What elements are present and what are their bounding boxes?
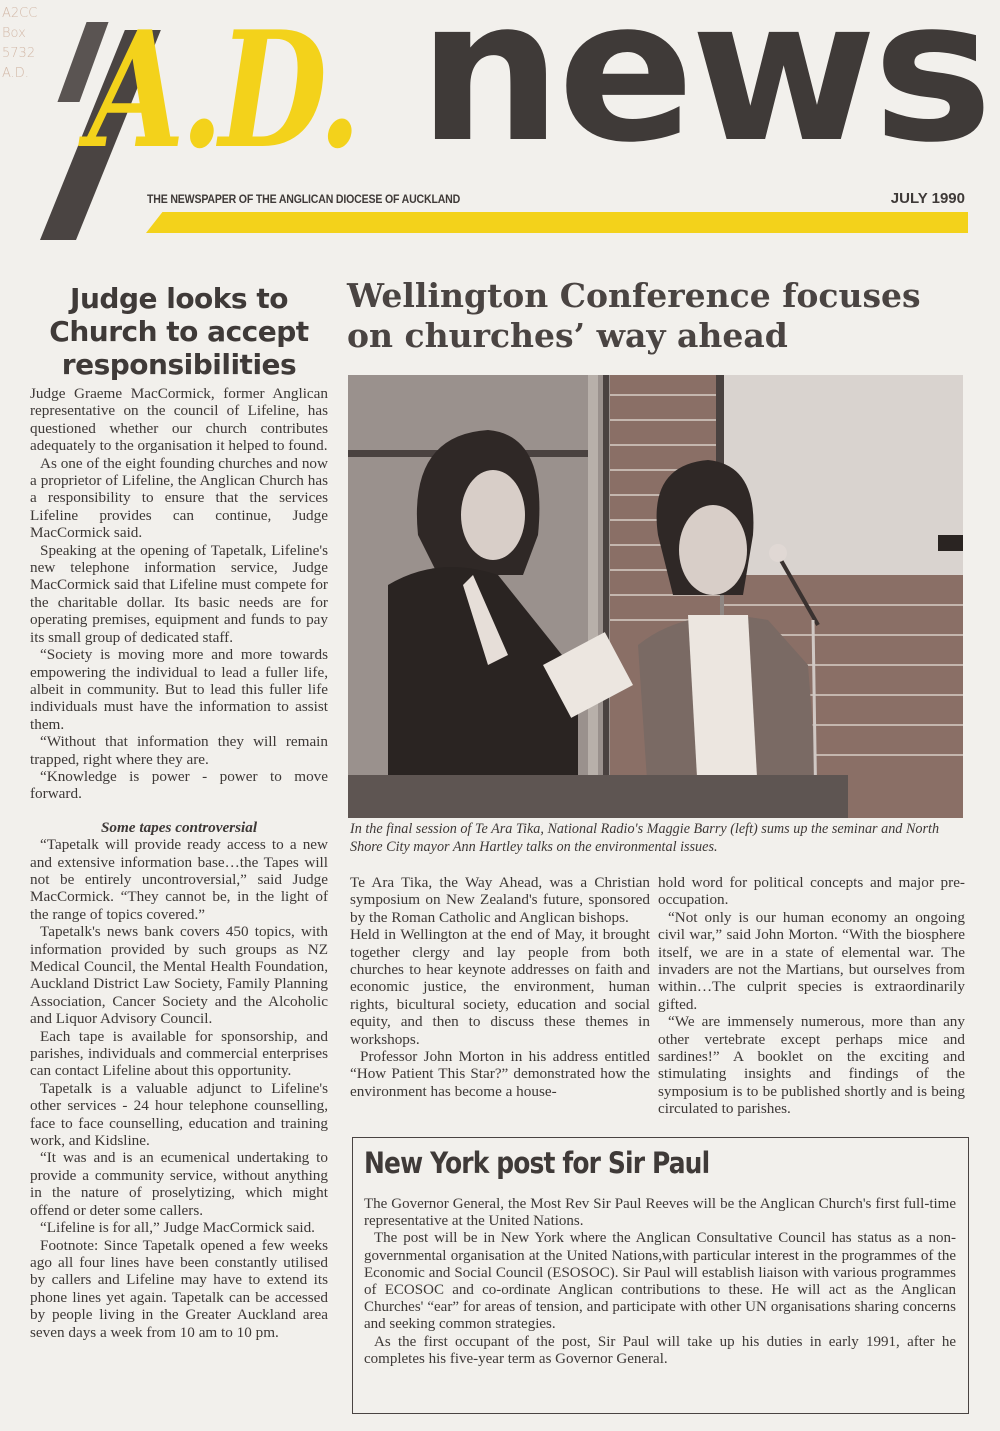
- paragraph: Each tape is available for sponsorship, and parishes, individuals and commercial enterprises can contact Lifeline about this opportunity.: [30, 1027, 328, 1080]
- paragraph: “Not only is our human economy an ongoing civil war,” said John Morton. “With the biosphere itself, we are in a state of elemental war. The invaders are not the Martians, but ourselves from within…The culprit species is extraordinarily gifted.: [658, 908, 965, 1013]
- paragraph: Te Ara Tika, the Way Ahead, was a Christian symposium on New Zealand's future, sponsored by the Roman Catholic and Anglican bishops.: [350, 874, 650, 926]
- paragraph: Tapetalk's news bank covers 450 topics, with information provided by such groups as NZ Medical Council, the Mental Health Foundation, Auckland District Law Society, Family Planning Association, Cancer Society and the Alcoholic and Liquor Advisory Council.: [30, 923, 328, 1028]
- paragraph: Speaking at the opening of Tapetalk, Lifeline's new telephone information service, Judge MacCormick said that Lifeline must compete for the charitable dollar. Its basic needs are for operating premises, equipment and funds to pay its small group of dedicated staff.: [30, 541, 328, 646]
- masthead: [0, 0, 1000, 245]
- main-headline: Wellington Conference focuses on churches’ way ahead: [347, 276, 921, 355]
- paragraph: hold word for political concepts and major pre-occupation.: [658, 874, 965, 909]
- boxed-article-headline: New York post for Sir Paul: [364, 1146, 710, 1180]
- article-headline: Judge looks to Church to accept responsibilities: [49, 282, 309, 381]
- paragraph: “Without that information they will remain trapped, right where they are.: [30, 733, 328, 768]
- boxed-article-body: [364, 1196, 956, 1368]
- boxed-article-sir-paul: [352, 1137, 969, 1414]
- masthead-rule: [146, 212, 968, 233]
- archive-mark: Box: [2, 26, 26, 41]
- photo-caption: In the final session of Te Ara Tika, National Radio's Maggie Barry (left) sums up the seminar and North Shore City mayor Ann Hartley talks on the environmental issues.: [350, 821, 940, 855]
- paragraph: “We are immensely numerous, more than any other vertebrate except perhaps mice and sardines!” A booklet on the exciting and stimulating insights and findings of the symposium is to be published shortly and is being circulated to parishes.: [658, 1013, 965, 1118]
- article-body: [30, 385, 328, 1341]
- archive-mark: A.D.: [2, 66, 29, 81]
- paragraph: As the first occupant of the post, Sir Paul will take up his duties in early 1991, after he completes his five-year term as Governor General.: [364, 1333, 956, 1367]
- article-judge-lifeline: [30, 282, 328, 1341]
- paragraph: Professor John Morton in his address entitled “How Patient This Star?” demonstrated how the environment has become a house-: [350, 1048, 650, 1100]
- issue-date: JULY 1990: [890, 190, 965, 207]
- paragraph: As one of the eight founding churches and now a proprietor of Lifeline, the Anglican Church has a responsibility to ensure that the services Lifeline provides can continue, Judge MacCormick said.: [30, 454, 328, 542]
- article-subhead: Some tapes controversial: [100, 818, 258, 836]
- tagline: THE NEWSPAPER OF THE ANGLICAN DIOCESE OF AUCKLAND: [147, 192, 461, 206]
- paragraph: The Governor General, the Most Rev Sir Paul Reeves will be the Anglican Church's first full-time representative at the United Nations.: [364, 1196, 956, 1230]
- paragraph: Held in Wellington at the end of May, it brought together clergy and lay people from both churches to hear keynote addresses on faith and economic justice, the environment, human rights, bicultural society, education and social equity, and then to discuss these themes in workshops.: [350, 926, 650, 1048]
- paragraph: “Society is moving more and more towards empowering the individual to lead a fuller life, albeit in community. But to lead this fuller life individuals must have the information to assist them.: [30, 646, 328, 733]
- paragraph: Footnote: Since Tapetalk opened a few weeks ago all four lines have been constantly utilised by callers and Lifeline may have to extend its phone lines yet again. Tapetalk can be accessed by people living in the Greater Auckland area seven days a week from 10 am to 10 pm.: [30, 1236, 328, 1341]
- paragraph: Tapetalk is a valuable adjunct to Lifeline's other services - 24 hour telephone counselling, face to face counselling, education and training work, and Kidsline.: [30, 1079, 328, 1150]
- paragraph: Judge Graeme MacCormick, former Anglican representative on the council of Lifeline, has questioned whether our church contributes adequately to the organisation it helped to found.: [30, 385, 328, 455]
- photo-illustration: [348, 375, 963, 818]
- logo-news: news: [418, 0, 989, 186]
- paragraph: The post will be in New York where the Anglican Consultative Council has status as a non-governmental organisation at the United Nations,with particular interest in the programmes of the Economic and Social Council (ESOSOC). Sir Paul will establish liaison with various programmes of ECOSOC and co-ordinate Anglican contributions to these. He will act as the Anglican Churches' “ear” for areas of tension, and participate with other UN organisations sharing concerns and seeking common strategies.: [364, 1230, 956, 1333]
- conference-photo: [348, 375, 963, 818]
- paragraph: “Lifeline is for all,” Judge MacCormick said.: [40, 1219, 315, 1237]
- logo-ad: A.D.: [88, 0, 357, 184]
- paragraph: “It was and is an ecumenical undertaking to provide a community service, without anything in the nature of proselytizing, which might offend or deter some callers.: [30, 1149, 328, 1219]
- main-article-column-2: [658, 874, 965, 1118]
- archive-mark: A2CC: [2, 6, 38, 21]
- archive-mark: 5732: [2, 46, 36, 61]
- paragraph: “Knowledge is power - power to move forward.: [30, 767, 328, 803]
- paragraph: “Tapetalk will provide ready access to a new and extensive information base…the Tapes will not be entirely uncontroversial,” said Judge MacCormick. “They cannot be, in the light of the range of topics covered.”: [30, 836, 328, 923]
- main-article-column-1: [350, 874, 650, 1100]
